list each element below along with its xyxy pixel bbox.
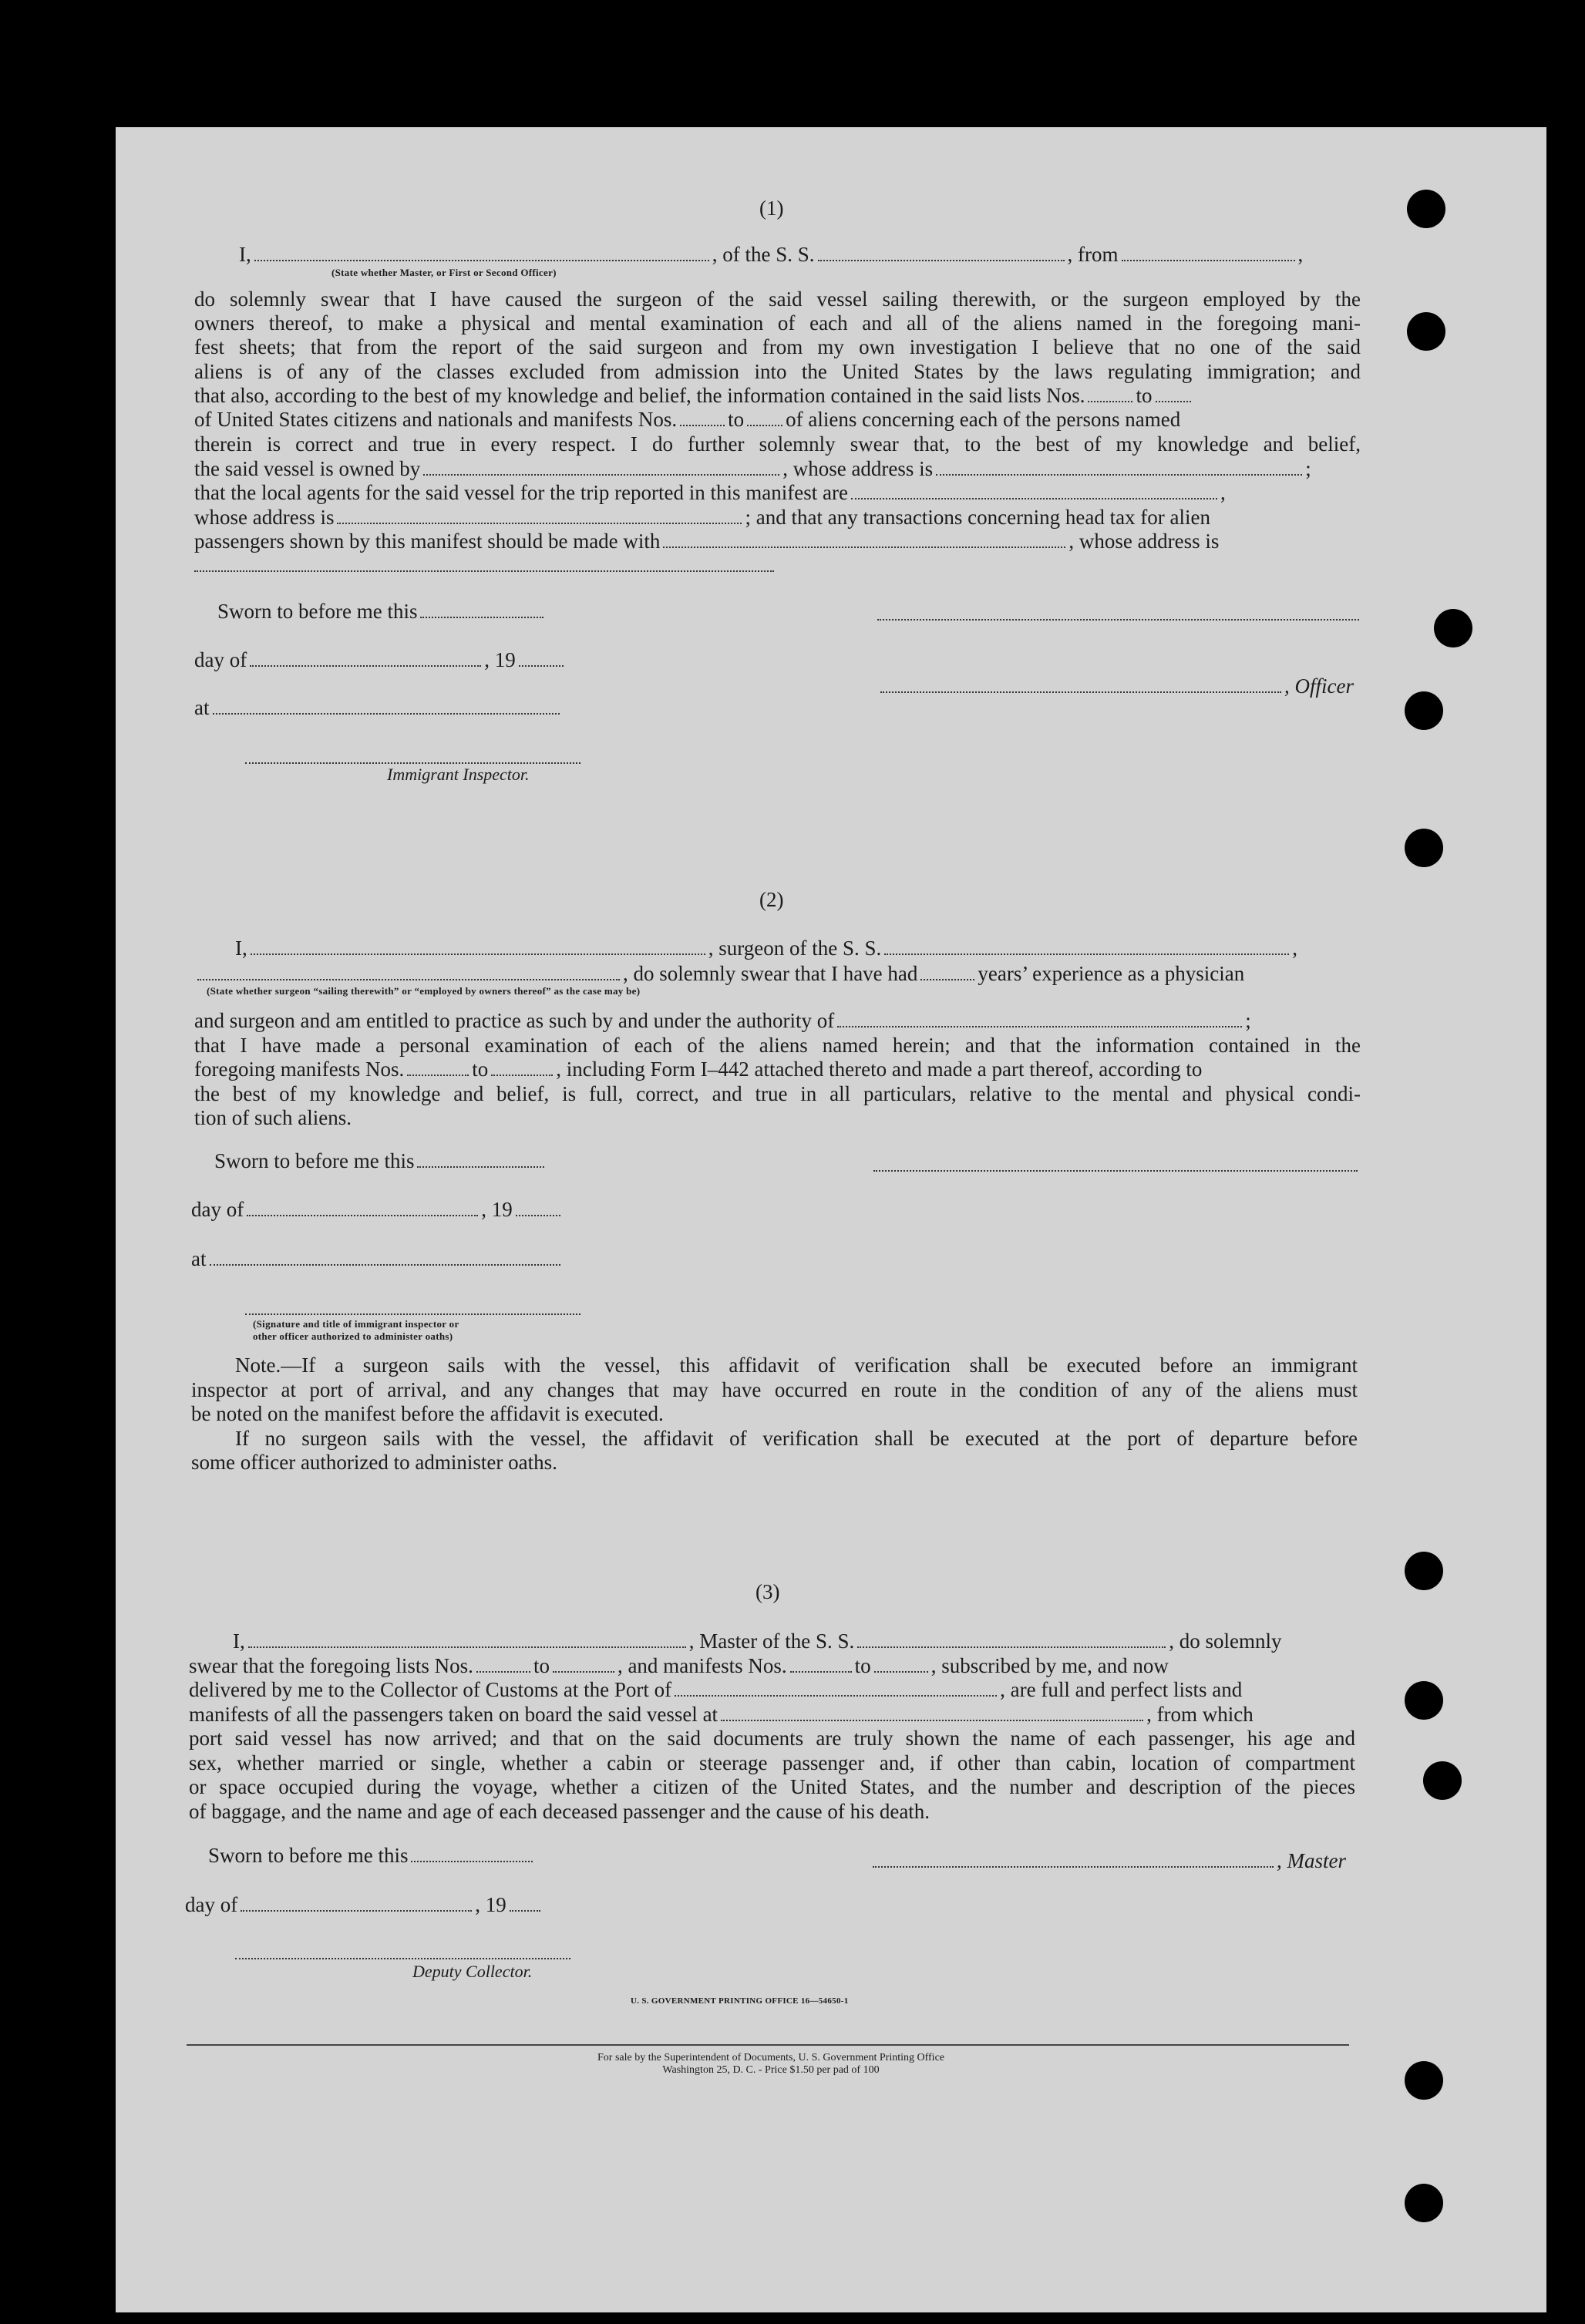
- s1-line-8: therein is correct and true in every respect. I do further solemnly swear that, to the best of my knowledge and belief,: [194, 432, 1361, 456]
- section-2-heading: (2): [759, 888, 784, 911]
- s2-inspector-line: [245, 1312, 580, 1315]
- s2-surgeon-note: (State whether surgeon “sailing therewith” or “employed by owners thereof” as the case may be): [207, 985, 641, 997]
- punch-hole-icon: [1405, 1552, 1443, 1590]
- s1-line-9: the said vessel is owned by , whose address is ;: [194, 457, 1311, 480]
- s2-note-3: be noted on the manifest before the affidavit is executed.: [191, 1402, 664, 1425]
- s3-line-3: delivered by me to the Collector of Customs at the Port of , are full and perfect lists and: [189, 1678, 1243, 1701]
- s3-master-line: , Master: [870, 1848, 1346, 1873]
- punch-hole-icon: [1407, 312, 1445, 351]
- footer-rule: [187, 2044, 1349, 2046]
- s2-sig-note-1: (Signature and title of immigrant inspector or: [253, 1318, 459, 1330]
- s2-line-4: that I have made a personal examination of each of the aliens named herein; and that the information contained in the: [194, 1034, 1361, 1057]
- punch-hole-icon: [1405, 2061, 1443, 2100]
- s1-line-4: fest sheets; that from the report of the said surgeon and from my own investigation I believe that no one of the said: [194, 335, 1361, 358]
- s1-sworn: Sworn to before me this: [217, 599, 547, 624]
- punch-hole-icon: [1405, 691, 1443, 730]
- s2-note-2: inspector at port of arrival, and any changes that may have occurred en route in the condition of any of the aliens must: [191, 1378, 1358, 1401]
- s2-line-2: , do solemnly swear that I have had years’ experience as a physician: [194, 961, 1361, 986]
- s3-line-7: or space occupied during the voyage, whether a citizen of the United States, and the number and description of the pieces: [189, 1775, 1355, 1798]
- s2-note-1: Note.—If a surgeon sails with the vessel, this affidavit of verification shall be executed before an immigrant: [235, 1354, 1358, 1377]
- s1-line-12: passengers shown by this manifest should be made with , whose address is: [194, 530, 1220, 553]
- s2-line-6: the best of my knowledge and belief, is full, correct, and true in all particulars, relative to the mental and physical condi-: [194, 1082, 1361, 1105]
- s3-line-8: of baggage, and the name and age of each deceased passenger and the cause of his death.: [189, 1800, 930, 1823]
- s2-line-7: tion of such aliens.: [194, 1106, 352, 1129]
- s2-sworn: Sworn to before me this: [214, 1149, 547, 1173]
- section-1-heading: (1): [759, 197, 784, 220]
- s1-officer-line: , Officer: [877, 674, 1354, 698]
- punch-hole-icon: [1405, 2184, 1443, 2222]
- s1-signature-line: [877, 617, 1359, 621]
- s1-at: at: [194, 695, 563, 720]
- s2-line-1: I, , surgeon of the S. S. ,: [235, 937, 1298, 960]
- s2-note-4: If no surgeon sails with the vessel, the affidavit of verification shall be executed at the port of departure before: [235, 1427, 1358, 1450]
- s1-line-11: whose address is ; and that any transactions concerning head tax for alien: [194, 506, 1211, 529]
- punch-hole-icon: [1405, 1681, 1443, 1720]
- punch-hole-icon: [1405, 829, 1443, 867]
- s3-line-5: port said vessel has now arrived; and that on the said documents are truly shown the name of each passenger, his age and: [189, 1727, 1355, 1750]
- section-3-heading: (3): [755, 1580, 780, 1603]
- s2-signature-line: [873, 1169, 1358, 1172]
- punch-hole-icon: [1423, 1761, 1462, 1800]
- s3-line-6: sex, whether married or single, whether a cabin or steerage passenger and, if other than cabin, location of compartment: [189, 1751, 1355, 1774]
- s1-inspector-label: Immigrant Inspector.: [387, 765, 530, 784]
- s2-at: at: [191, 1246, 564, 1271]
- s1-line-5: aliens is of any of the classes excluded from admission into the United States by the laws regulating immigration; and: [194, 360, 1361, 383]
- punch-hole-icon: [1407, 190, 1445, 228]
- s3-sworn: Sworn to before me this: [208, 1843, 536, 1868]
- printer-line: U. S. GOVERNMENT PRINTING OFFICE 16—54650-1: [631, 1996, 849, 2006]
- s2-line-3: and surgeon and am entitled to practice as such by and under the authority of ;: [194, 1009, 1251, 1032]
- s3-line-1: I, , Master of the S. S. , do solemnly: [233, 1629, 1282, 1653]
- s2-line-5: foregoing manifests Nos. to , including Form I–442 attached thereto and made a part thereof, according to: [194, 1058, 1203, 1081]
- s3-day-of: day of , 19: [185, 1892, 543, 1917]
- s1-line-10: that the local agents for the said vessel for the trip reported in this manifest are ,: [194, 481, 1226, 504]
- s3-line-4: manifests of all the passengers taken on board the said vessel at , from which: [189, 1703, 1254, 1726]
- footer-line-1: For sale by the Superintendent of Documents, U. S. Government Printing Office: [597, 2052, 944, 2063]
- s1-line-7: of United States citizens and nationals and manifests Nos. to of aliens concerning each of the persons named: [194, 408, 1181, 431]
- s1-line-3: owners thereof, to make a physical and mental examination of each and all of the aliens named in the foregoing mani-: [194, 311, 1361, 335]
- footer-line-2: Washington 25, D. C. - Price $1.50 per pad of 100: [662, 2064, 880, 2076]
- s1-day-of: day of , 19: [194, 647, 567, 672]
- s1-inspector-line: [245, 761, 580, 764]
- punch-hole-icon: [1434, 609, 1472, 647]
- s3-line-2: swear that the foregoing lists Nos. to , and manifests Nos. to , subscribed by me, and now: [189, 1654, 1169, 1677]
- s2-sig-note-2: other officer authorized to administer oaths): [253, 1330, 453, 1342]
- s2-day-of: day of , 19: [191, 1197, 564, 1222]
- s1-officer-note: (State whether Master, or First or Second Officer): [331, 267, 557, 278]
- s1-line-2: do solemnly swear that I have caused the surgeon of the said vessel sailing therewith, or the surgeon employed by the: [194, 288, 1361, 311]
- s2-note-5: some officer authorized to administer oaths.: [191, 1451, 557, 1474]
- s1-line-6: that also, according to the best of my knowledge and belief, the information contained in the said lists Nos. to: [194, 383, 1361, 408]
- s3-collector-label: Deputy Collector.: [412, 1962, 533, 1981]
- s1-line-1: I, , of the S. S. , from ,: [239, 243, 1304, 266]
- s1-continuation-line: [194, 569, 774, 572]
- s3-collector-line: [235, 1956, 570, 1959]
